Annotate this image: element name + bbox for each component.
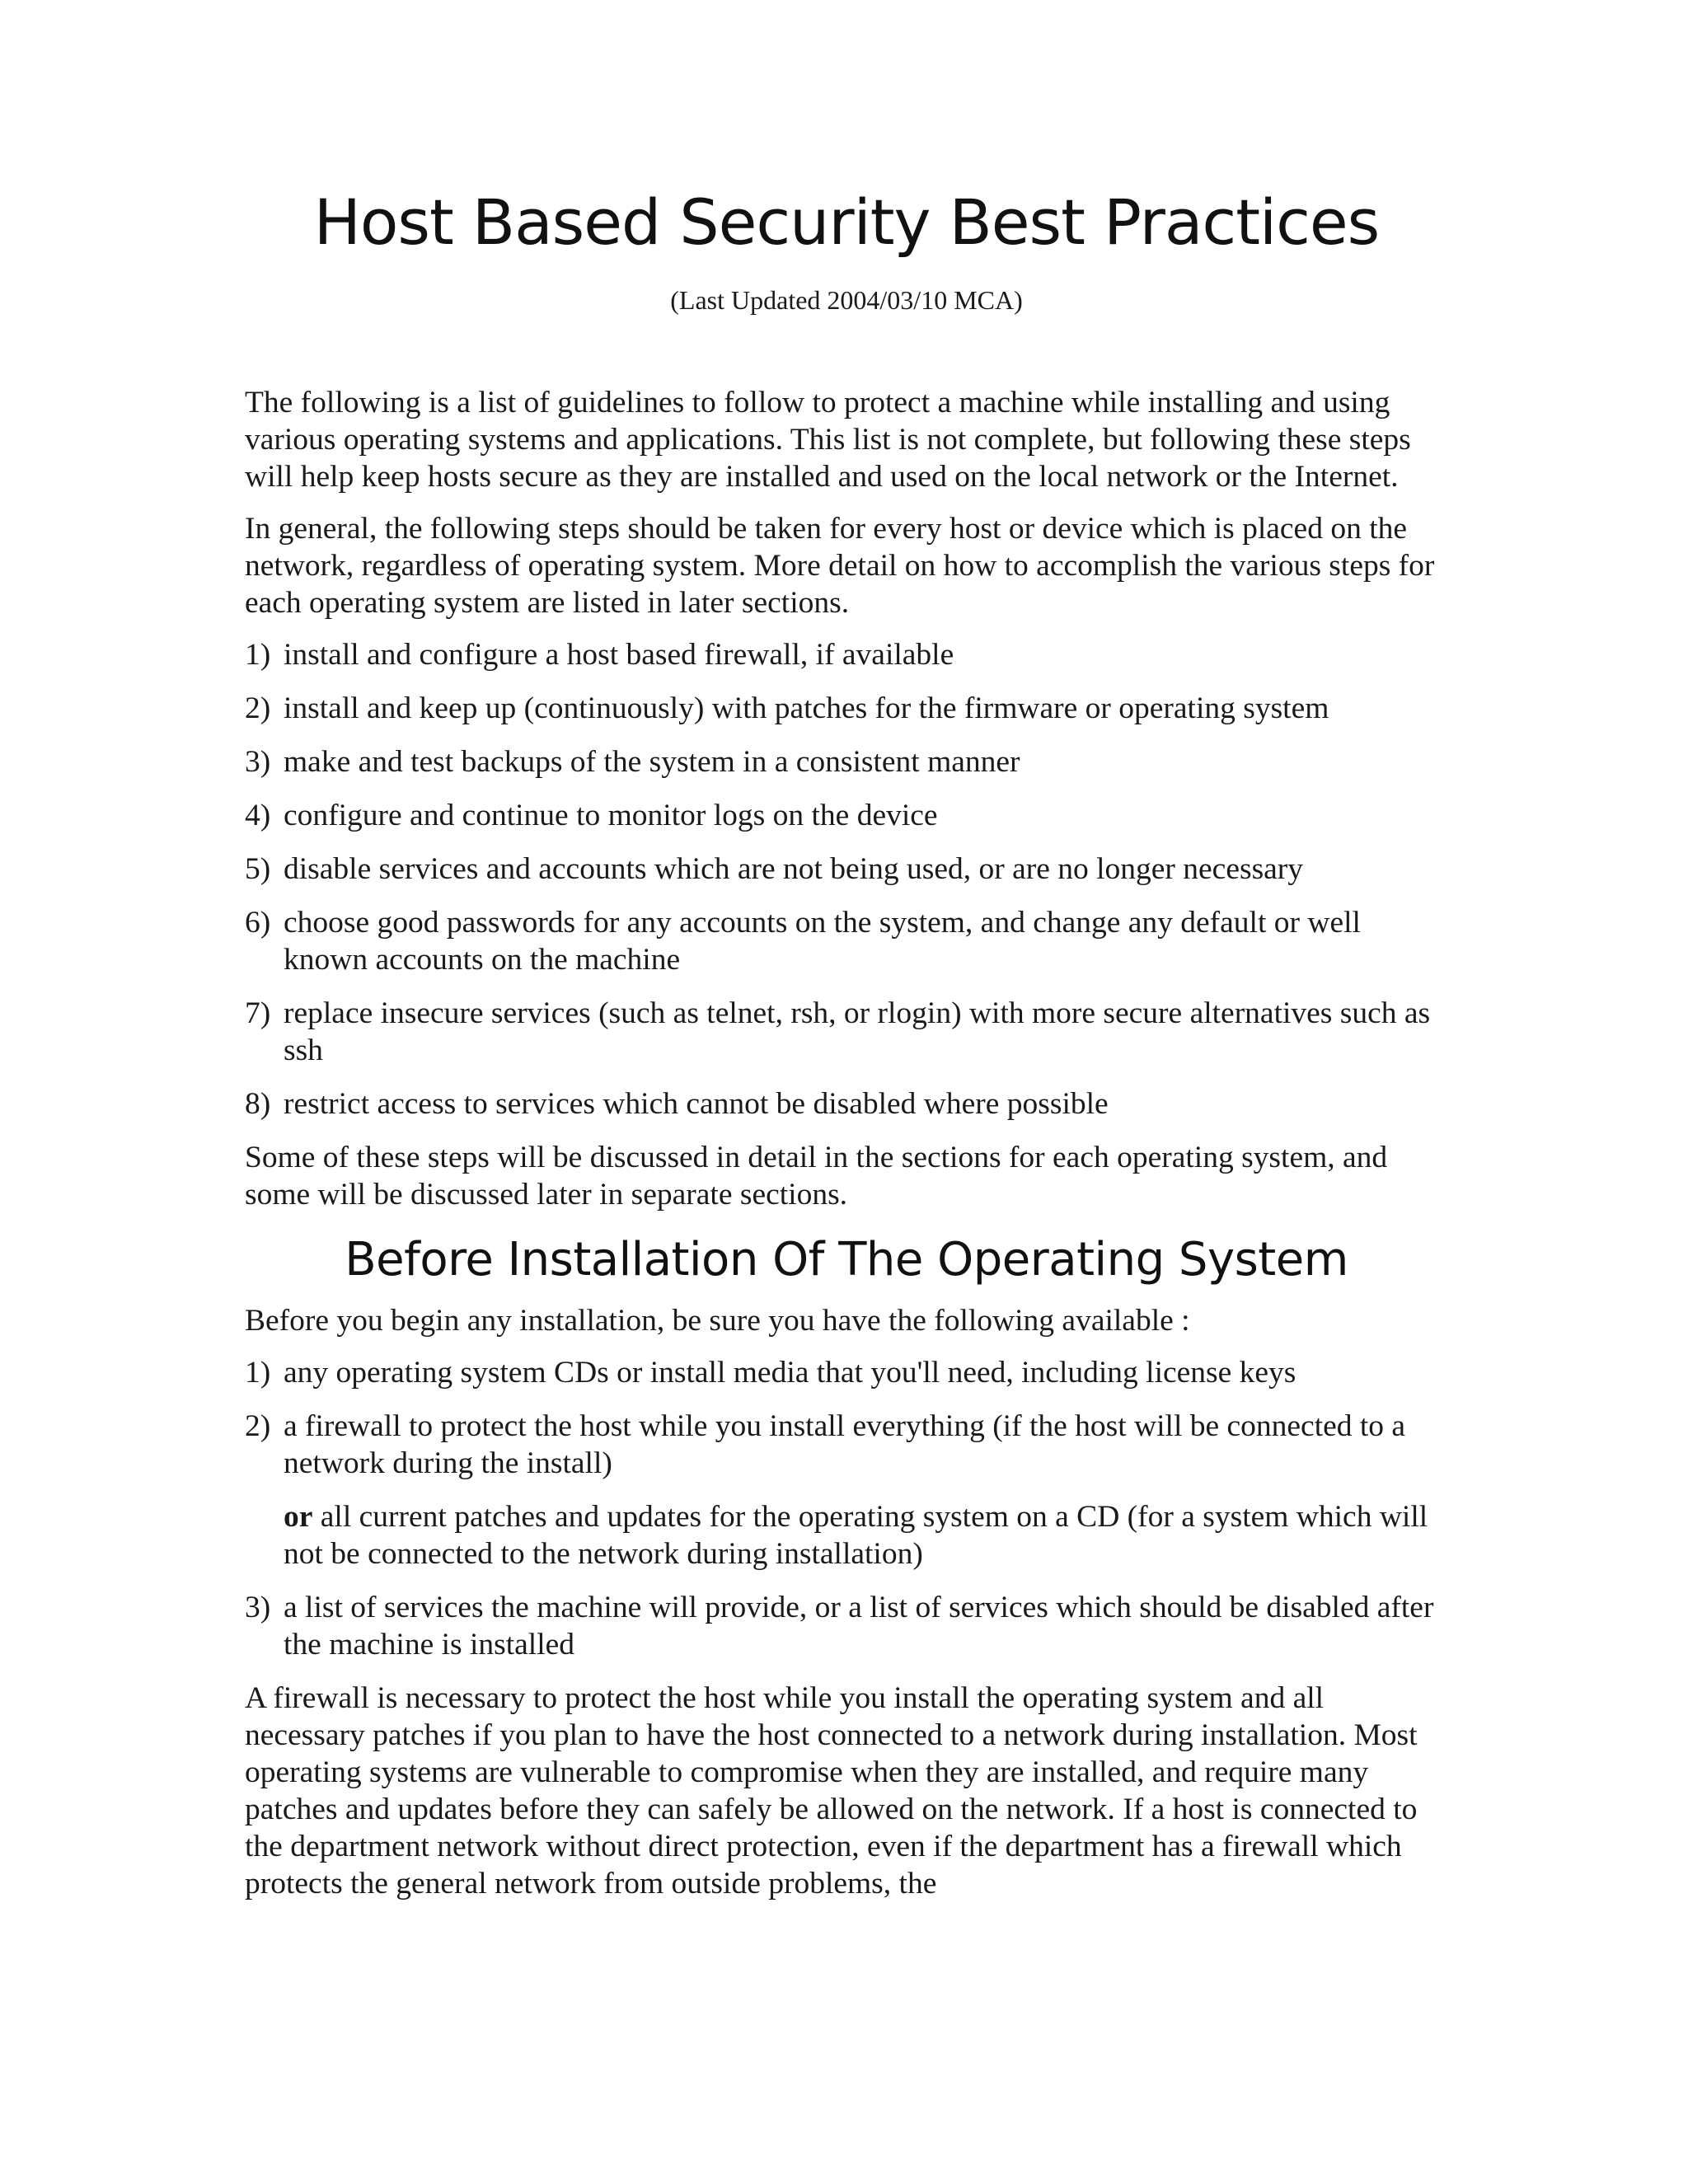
list-item-text: replace insecure services (such as telnet, rsh, or rlogin) with more secure alternatives such as ssh	[284, 996, 1431, 1067]
list-item-alternative	[284, 1498, 1448, 1572]
section-lead-paragraph: Before you begin any installation, be sure you have the following available :	[245, 1304, 1190, 1338]
document-body	[245, 384, 1448, 1917]
list-item-text: install and configure a host based firewall, if available	[284, 638, 954, 672]
list-item-text: a firewall to protect the host while you install everything (if the host will be connected to a network during the install)	[284, 1409, 1406, 1480]
list-item-text: make and test backups of the system in a consistent manner	[284, 745, 1020, 779]
list-item	[245, 851, 1448, 888]
list-item-text: any operating system CDs or install media that you'll need, including license keys	[284, 1356, 1296, 1390]
list-item	[245, 743, 1448, 780]
list-item-number: 5)	[245, 852, 271, 886]
list-item-number: 1)	[245, 638, 271, 672]
list-item-number: 4)	[245, 799, 271, 832]
list-item-text: disable services and accounts which are not being used, or are no longer necessary	[284, 852, 1304, 886]
document-title: Host Based Security Best Practices	[313, 185, 1380, 259]
list-item-number: 7)	[245, 996, 271, 1030]
list-item	[245, 797, 1448, 834]
list-item-text: configure and continue to monitor logs on the device	[284, 799, 938, 832]
intro-paragraph-2: In general, the following steps should be taken for every host or device which is placed on the network, regardless of operating system. More detail on how to accomplish the various steps for each operating system are listed in later sections.	[245, 512, 1435, 620]
security-steps-list	[245, 636, 1448, 1122]
list-item	[245, 904, 1448, 978]
intro-paragraph-1: The following is a list of guidelines to follow to protect a machine while installing and using various operating systems and applications. This list is not complete, but following these steps will help keep hosts secure as they are installed and used on the local network or the Internet.	[245, 386, 1411, 494]
section-heading: Before Installation Of The Operating System	[345, 1233, 1348, 1286]
list-item	[245, 995, 1448, 1069]
prerequisites-list	[245, 1354, 1448, 1663]
list-item-text: restrict access to services which cannot be disabled where possible	[284, 1087, 1109, 1121]
list-item-number: 1)	[245, 1356, 271, 1390]
list-item-text: a list of services the machine will provide, or a list of services which should be disabled after the machine is installed	[284, 1591, 1434, 1661]
list-item	[245, 1354, 1448, 1391]
list-item	[245, 690, 1448, 727]
list-item-text: install and keep up (continuously) with patches for the firmware or operating system	[284, 691, 1329, 725]
last-updated-note: (Last Updated 2004/03/10 MCA)	[670, 285, 1023, 315]
list-item-number: 8)	[245, 1087, 271, 1121]
list-item-text: choose good passwords for any accounts on the system, and change any default or well known accounts on the machine	[284, 906, 1361, 977]
alternative-text: all current patches and updates for the operating system on a CD (for a system which will not be connected to the network during installation)	[284, 1500, 1428, 1571]
section-closing-paragraph: A firewall is necessary to protect the host while you install the operating system and all necessary patches if you plan to have the host connected to a network during installation. Most operating systems are vulnerable to compromise when they are installed, and require many patches and updates before they can safely be allowed on the network. If a host is connected to the department network without direct protection, even if the department has a firewall which protects the general network from outside problems, the	[245, 1681, 1418, 1900]
list-item	[245, 1589, 1448, 1663]
list-item-number: 3)	[245, 745, 271, 779]
steps-followup-paragraph: Some of these steps will be discussed in detail in the sections for each operating system, and some will be discussed later in separate sections.	[245, 1141, 1388, 1212]
list-item-number: 2)	[245, 1409, 271, 1443]
list-item	[245, 1408, 1448, 1572]
alternative-keyword: or	[284, 1500, 313, 1534]
list-item	[245, 636, 1448, 673]
list-item-number: 6)	[245, 906, 271, 940]
list-item-number: 2)	[245, 691, 271, 725]
list-item	[245, 1085, 1448, 1122]
list-item-number: 3)	[245, 1591, 271, 1624]
